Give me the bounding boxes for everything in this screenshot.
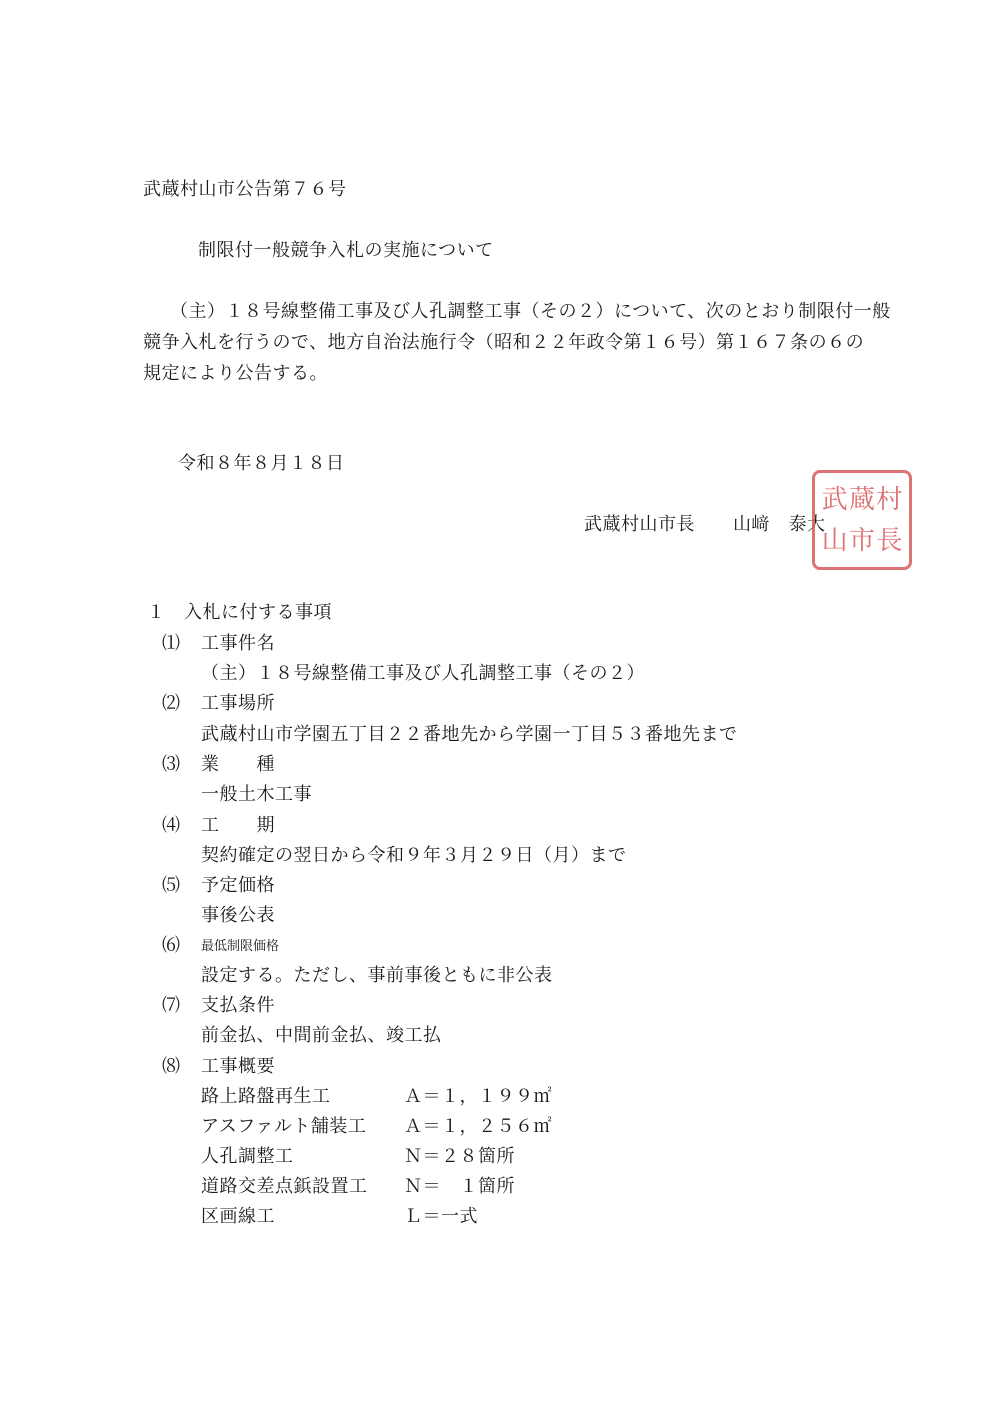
item-label: 工事件名 (201, 633, 275, 654)
item-num: ⑺ (162, 995, 181, 1016)
item-label: 最低制限価格 (201, 939, 280, 954)
item-value: 武蔵村山市学園五丁目２２番地先から学園一丁目５３番地先まで (201, 724, 738, 745)
item-value: 設定する。ただし、事前事後ともに非公表 (201, 965, 553, 986)
seal-char: 蔵 (848, 484, 875, 515)
item-label: 工事場所 (201, 693, 275, 714)
item-label: 工 期 (201, 815, 275, 836)
seal-char: 長 (876, 525, 903, 556)
item-num: ⑷ (162, 815, 181, 836)
seal-char: 市 (848, 525, 875, 556)
notice-number: 武蔵村山市公告第７６号 (143, 179, 347, 200)
intro-line-1: （主）１８号線整備工事及び人孔調整工事（その２）について、次のとおり制限付一般 (170, 301, 891, 322)
seal-char: 武 (821, 484, 848, 515)
overview-qty: Ｌ＝一式 (404, 1206, 478, 1227)
overview-name: 区画線工 (201, 1206, 275, 1227)
intro-line-2: 競争入札を行うので、地方自治法施行令（昭和２２年政令第１６号）第１６７条の６の (143, 332, 865, 353)
item-num: ⑹ (162, 935, 181, 956)
seal-char: 村 (876, 484, 903, 515)
signer-title: 武蔵村山市長 (584, 514, 695, 535)
official-seal (812, 470, 912, 570)
item-value: （主）１８号線整備工事及び人孔調整工事（その２） (201, 663, 645, 684)
item-label: 工事概要 (201, 1056, 275, 1077)
item-num: ⑻ (162, 1056, 181, 1077)
intro-line-3: 規定により公告する。 (143, 363, 328, 384)
overview-name: 路上路盤再生工 (201, 1086, 331, 1107)
item-num: ⑶ (162, 754, 181, 775)
item-value: 前金払、中間前金払、竣工払 (201, 1025, 442, 1046)
overview-name: 道路交差点鋲設置工 (201, 1176, 368, 1197)
overview-name: 人孔調整工 (201, 1146, 294, 1167)
item-label: 予定価格 (201, 875, 275, 896)
overview-name: アスファルト舗装工 (201, 1116, 367, 1137)
item-label: 業 種 (201, 754, 275, 775)
item-num: ⑸ (162, 875, 181, 896)
overview-qty: Ｎ＝ １箇所 (404, 1176, 515, 1197)
signer-name: 山﨑 泰大 (733, 514, 826, 535)
item-value: 契約確定の翌日から令和９年３月２９日（月）まで (201, 845, 627, 866)
section-heading: １ 入札に付する事項 (147, 602, 332, 623)
page-title: 制限付一般競争入札の実施について (198, 240, 494, 261)
item-num: ⑵ (162, 693, 181, 714)
overview-qty: Ａ＝１，２５６㎡ (404, 1116, 552, 1137)
overview-qty: Ｎ＝２８箇所 (404, 1146, 515, 1167)
item-value: 事後公表 (201, 905, 275, 926)
item-value: 一般土木工事 (201, 784, 312, 805)
overview-qty: Ａ＝１，１９９㎡ (404, 1086, 552, 1107)
item-num: ⑴ (162, 633, 181, 654)
seal-char: 山 (821, 525, 848, 556)
item-label: 支払条件 (201, 995, 275, 1016)
date: 令和８年８月１８日 (178, 453, 345, 474)
